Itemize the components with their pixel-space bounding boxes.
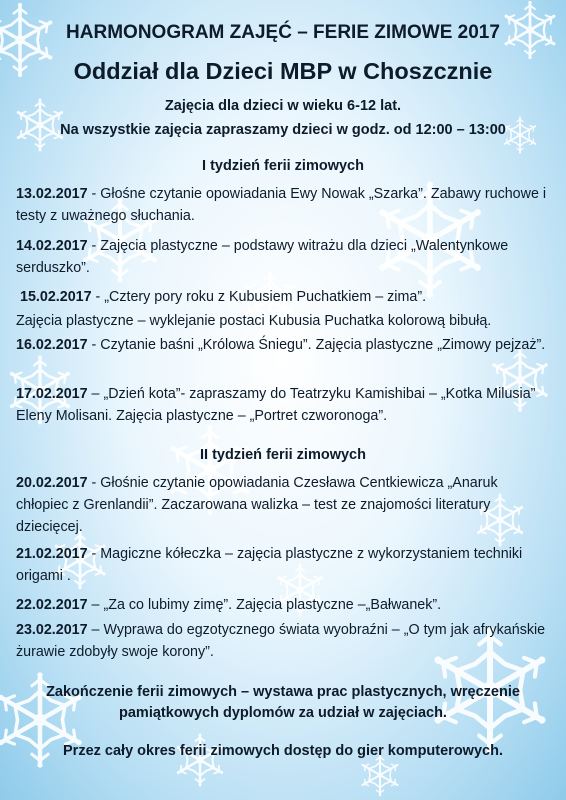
games-note: Przez cały okres ferii zimowych dostęp do gier komputerowych. <box>63 743 503 759</box>
entry-date: 23.02.2017 <box>16 622 88 638</box>
entry-text: - Głośnie czytanie opowiadania Czesława Centkiewicza „Anaruk chłopiec z Grenlandii”. Zaczarowana walizka – test ze znajomości literatury dziecięcej. <box>16 475 498 535</box>
entry-date: 17.02.2017 <box>16 386 88 402</box>
entry-text: - „Cztery pory roku z Kubusiem Puchatkiem – zima”. <box>91 289 427 305</box>
week1-heading: I tydzień ferii zimowych <box>202 158 364 174</box>
schedule-entry <box>16 383 552 427</box>
schedule-entry <box>16 310 552 332</box>
poster-subtitle: Oddział dla Dzieci MBP w Choszcznie <box>73 58 493 84</box>
schedule-entry <box>20 286 556 308</box>
entry-text: - Magiczne kółeczka – zajęcia plastyczne z wykorzystaniem techniki origami . <box>16 546 523 584</box>
entry-date: 21.02.2017 <box>16 546 88 562</box>
schedule-entry <box>16 183 552 227</box>
schedule-entry <box>16 235 552 279</box>
entry-text: - Głośne czytanie opowiadania Ewy Nowak „Szarka”. Zabawy ruchowe i testy z uważnego słuchania. <box>16 186 547 224</box>
entry-text: - Zajęcia plastyczne – podstawy witrażu dla dzieci „Walentynkowe serduszko”. <box>16 238 509 276</box>
entry-text: – „Za co lubimy zimę”. Zajęcia plastyczne –„Bałwanek”. <box>87 597 442 613</box>
entry-date: 20.02.2017 <box>16 475 88 491</box>
entry-date: 16.02.2017 <box>16 337 88 353</box>
week2-heading: II tydzień ferii zimowych <box>200 447 366 463</box>
entry-date: 15.02.2017 <box>20 289 92 305</box>
schedule-entry <box>16 543 552 587</box>
schedule-entry <box>16 619 552 663</box>
entry-text: – Wyprawa do egzotycznego świata wyobraźni – „O tym jak afrykańskie żurawie zdobyły swoje korony”. <box>16 622 546 660</box>
age-info: Zajęcia dla dzieci w wieku 6-12 lat. <box>164 98 402 114</box>
closing-note: Zakończenie ferii zimowych – wystawa prac plastycznych, wręczenie pamiątkowych dyplomów za udział w zajęciach. <box>46 684 520 721</box>
schedule-entry <box>16 472 552 538</box>
hours-info: Na wszystkie zajęcia zapraszamy dzieci w godz. od 12:00 – 13:00 <box>60 122 506 138</box>
entry-text: – „Dzień kota”- zapraszamy do Teatrzyku Kamishibai – „Kotka Milusia” Eleny Molisani. Zajęcia plastyczne – „Portret czworonoga”. <box>16 386 536 424</box>
schedule-entry <box>16 594 552 616</box>
poster-title: HARMONOGRAM ZAJĘĆ – FERIE ZIMOWE 2017 <box>66 22 500 43</box>
entry-date: 13.02.2017 <box>16 186 88 202</box>
schedule-entry <box>16 334 552 356</box>
entry-text: - Czytanie baśni „Królowa Śniegu”. Zajęcia plastyczne „Zimowy pejzaż”. <box>87 337 546 353</box>
entry-date: 14.02.2017 <box>16 238 88 254</box>
entry-text: Zajęcia plastyczne – wyklejanie postaci Kubusia Puchatka kolorową bibułą. <box>16 313 492 329</box>
entry-date: 22.02.2017 <box>16 597 88 613</box>
